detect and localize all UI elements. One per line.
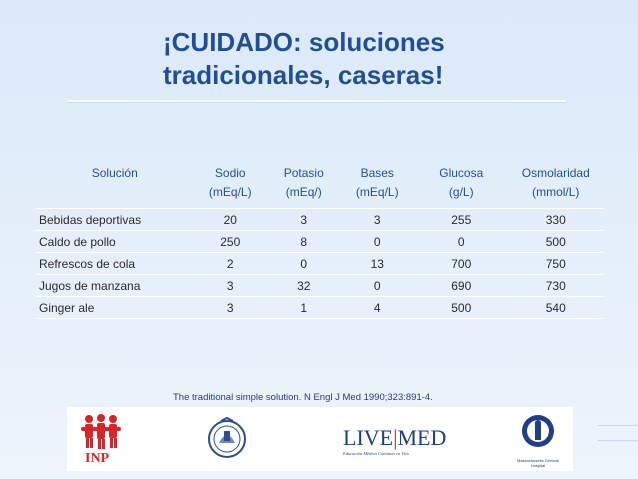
logo-strip [67, 407, 573, 471]
cell-osmolaridad: 730 [509, 275, 604, 297]
decorative-line [598, 425, 638, 426]
livemed-med: MED [397, 425, 447, 450]
cell-potasio: 1 [267, 297, 341, 319]
title-divider [68, 100, 566, 102]
cell-osmolaridad: 330 [509, 209, 604, 231]
table-row [36, 231, 603, 253]
cell-sodio: 3 [194, 297, 268, 319]
header-potasio: Potasio (mEq/) [283, 166, 324, 199]
cell-potasio: 32 [267, 275, 341, 297]
table-header-row [36, 160, 603, 209]
reference-citation: The traditional simple solution. N Engl J Med 1990;323:891-4. [173, 392, 433, 403]
slide-title [163, 26, 583, 92]
inp-label: INP [85, 451, 110, 466]
table-row [36, 275, 603, 297]
table-row [36, 209, 603, 231]
cell-bases: 0 [341, 275, 415, 297]
cell-glucosa: 255 [414, 209, 509, 231]
cell-glucosa: 700 [414, 253, 509, 275]
header-bases: Bases (mEq/L) [355, 166, 399, 199]
livemed-live: LIVE [343, 425, 394, 450]
cell-sodio: 3 [194, 275, 268, 297]
cell-glucosa: 690 [414, 275, 509, 297]
title-line-1: ¡CUIDADO: soluciones [163, 27, 445, 57]
cell-bases: 4 [341, 297, 415, 319]
header-glucosa: Glucosa (g/L) [439, 166, 484, 199]
cell-solution: Jugos de manzana [36, 275, 194, 297]
livemed-logo: LIVE|MED Educación Médica Continua en Vivo [343, 425, 447, 456]
livemed-tagline: Educación Médica Continua en Vivo [343, 451, 410, 456]
cell-bases: 3 [341, 209, 415, 231]
cell-sodio: 2 [194, 253, 268, 275]
cell-solution: Caldo de pollo [36, 231, 194, 253]
hospital-name: Massachusetts General Hospital [516, 458, 560, 468]
cell-osmolaridad: 500 [509, 231, 604, 253]
electrolyte-table [36, 160, 603, 319]
table-row [36, 253, 603, 275]
seal-logo [207, 417, 247, 461]
cell-osmolaridad: 750 [509, 253, 604, 275]
cell-solution: Bebidas deportivas [36, 209, 194, 231]
cell-sodio: 20 [194, 209, 268, 231]
cell-potasio: 3 [267, 209, 341, 231]
header-osmolaridad: Osmolaridad (mmol/L) [521, 166, 590, 199]
cell-glucosa: 500 [414, 297, 509, 319]
cell-solution: Refrescos de cola [36, 253, 194, 275]
cell-solution: Ginger ale [36, 297, 194, 319]
hospital-seal-icon [513, 413, 563, 453]
decorative-line [598, 440, 638, 441]
cell-bases: 13 [341, 253, 415, 275]
table-row [36, 297, 603, 319]
cell-bases: 0 [341, 231, 415, 253]
header-solucion: Solución [91, 166, 138, 180]
seal-emblem-icon [207, 417, 247, 461]
cell-glucosa: 0 [414, 231, 509, 253]
hospital-logo [513, 413, 563, 469]
cell-potasio: 0 [267, 253, 341, 275]
inp-logo [79, 413, 123, 467]
cell-osmolaridad: 540 [509, 297, 604, 319]
title-line-2: tradicionales, caseras! [163, 60, 444, 90]
cell-sodio: 250 [194, 231, 268, 253]
header-sodio: Sodio (mEq/L) [208, 166, 252, 199]
cell-potasio: 8 [267, 231, 341, 253]
